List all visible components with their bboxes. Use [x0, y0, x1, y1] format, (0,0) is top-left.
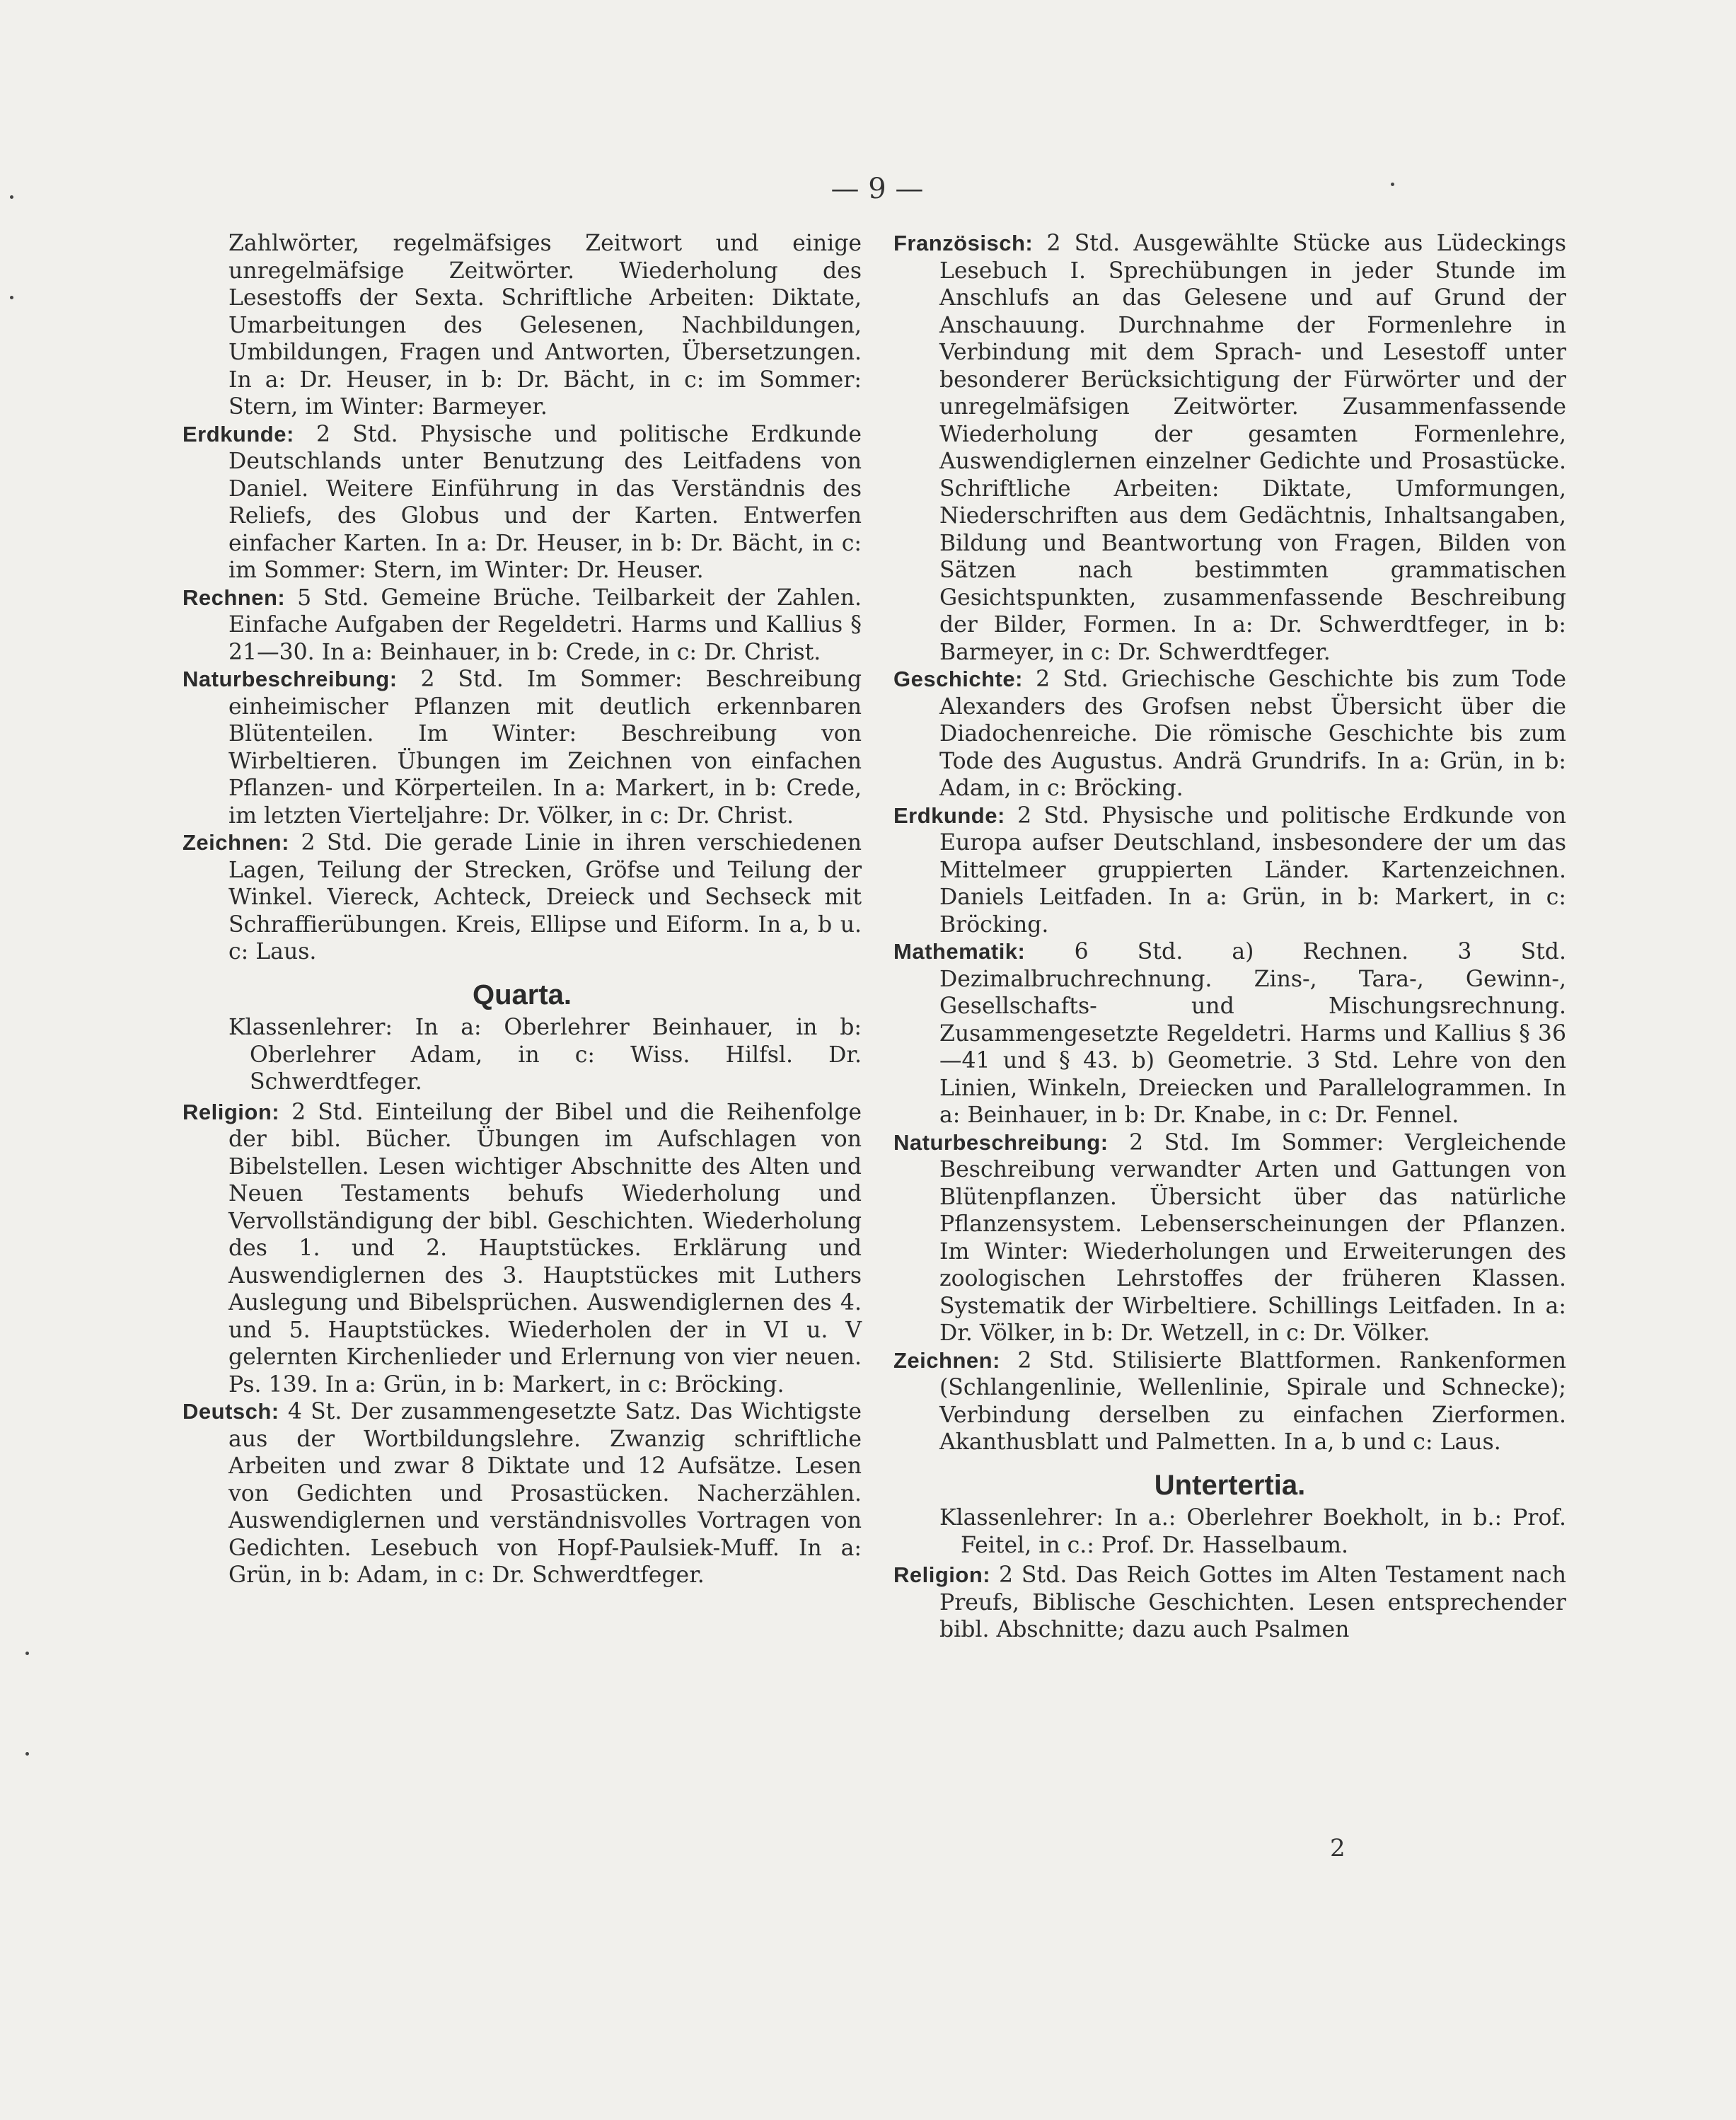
subject-label: Deutsch:	[183, 1399, 279, 1424]
subject-label: Erdkunde:	[183, 421, 294, 447]
entry-text: 5 Std. Gemeine Brüche. Teilbarkeit der Zahlen. Einfache Aufgaben der Regeldetri. Harms und Kallius § 21—30. In a: Beinhauer, in b: Crede, in c: Dr. Christ.	[228, 584, 862, 665]
entry-religion	[183, 1099, 862, 1399]
entry-mathematik	[893, 938, 1566, 1129]
section-title-untertertia: Untertertia.	[1154, 1469, 1306, 1501]
entry-zeichnen-r	[893, 1347, 1566, 1456]
page-number: — 9 —	[831, 173, 924, 205]
margin-dot	[10, 195, 13, 199]
entry-text: 2 Std. Einteilung der Bibel und die Reihenfolge der bibl. Bücher. Übungen im Aufschlagen von Bibelstellen. Lesen wichtiger Abschnitte des Alten und Neuen Testaments behufs Wiederholung und Vervollständigung der bibl. Geschichten. Wiederholung des 1. und 2. Hauptstückes. Erklärung und Auswendiglernen des 3. Hauptstückes mit Luthers Auslegung und Bibelsprüchen. Auswendiglernen des 4. und 5. Hauptstückes. Wiederholen der in VI u. V gelernten Kirchenlieder und Erlernung von vier neuen. Ps. 139. In a: Grün, in b: Markert, in c: Bröcking.	[228, 1099, 862, 1398]
entry-erdkunde-r	[893, 802, 1566, 939]
subject-label: Mathematik:	[893, 939, 1026, 964]
entry-text: 2 Std. Stilisierte Blattformen. Rankenformen (Schlangenlinie, Wellenlinie, Spirale und Schnecke); Verbindung derselben zu einfachen Zierformen. Akanthusblatt und Palmetten. In a, b und c: Laus.	[939, 1347, 1567, 1455]
entry-text: 2 Std. Im Sommer: Vergleichende Beschreibung verwandter Arten und Gattungen von Blütenpflanzen. Übersicht über das natürliche Pflanzensystem. Lebenserscheinungen der Pflanzen. Im Winter: Wiederholungen und Erweiterungen des zoologischen Lehrstoffes der früheren Klassen. Systematik der Wirbeltiere. Schillings Leitfaden. In a: Dr. Völker, in b: Dr. Wetzell, in c: Dr. Völker.	[939, 1129, 1567, 1346]
entry-text: 4 St. Der zusammengesetzte Satz. Das Wichtigste aus der Wortbildungslehre. Zwanzig schriftliche Arbeiten und zwar 8 Diktate und 12 Aufsätze. Lesen von Gedichten und Prosastücken. Nacherzählen. Auswendiglernen und verständnisvolles Vortragen von Gedichten. Lesebuch von Hopf-Paulsiek-Muff. In a: Grün, in b: Adam, in c: Dr. Schwerdtfeger.	[228, 1399, 862, 1588]
subject-label: Zeichnen:	[893, 1347, 1000, 1373]
margin-dot	[25, 1752, 29, 1756]
entry-erdkunde	[183, 421, 862, 584]
intro-paragraph: Zahlwörter, regelmäfsiges Zeitwort und einige unregelmäfsige Zeitwörter. Wiederholung des Lesestoffs der Sexta. Schriftliche Arbeiten: Diktate, Umarbeitungen des Gelesenen, Nachbildungen, Umbildungen, Fragen und Antworten, Übersetzungen. In a: Dr. Heuser, in b: Dr. Bächt, in c: im Sommer: Stern, im Winter: Barmeyer.	[228, 231, 862, 420]
entry-rechnen	[183, 584, 862, 667]
subject-label: Zeichnen:	[183, 830, 289, 855]
subject-label: Geschichte:	[893, 667, 1023, 691]
entry-text: 2 Std. Die gerade Linie in ihren verschiedenen Lagen, Teilung der Strecken, Gröfse und Teilung der Winkel. Viereck, Achteck, Dreieck und Sechseck mit Schraffierübungen. Kreis, Ellipse und Eiform. In a, b u. c: Laus.	[228, 830, 862, 964]
entry-naturbeschreibung-r	[893, 1129, 1566, 1347]
entry-religion-r	[893, 1562, 1566, 1644]
entry-franzoesisch	[893, 230, 1566, 666]
entry-deutsch	[183, 1398, 862, 1589]
entry-text: 2 Std. Physische und politische Erdkunde Deutschlands unter Benutzung des Leitfadens von Daniel. Weitere Einführung in das Verständnis des Reliefs, des Globus und der Karten. Entwerfen einfacher Karten. In a: Dr. Heuser, in b: Dr. Bächt, in c: im Sommer: Stern, im Winter: Dr. Heuser.	[228, 421, 862, 583]
subject-label: Rechnen:	[183, 584, 286, 610]
entry-text: 6 Std. a) Rechnen. 3 Std. Dezimalbruchrechnung. Zins-, Tara-, Gewinn-, Gesellschafts- und Mischungsrechnung. Zusammengesetzte Regeldetri. Harms und Kallius § 36—41 und § 43. b) Geometrie. 3 Std. Lehre von den Linien, Winkeln, Dreiecken und Parallelogrammen. In a: Beinhauer, in b: Dr. Knabe, in c: Dr. Fennel.	[939, 939, 1566, 1128]
subject-label: Französisch:	[893, 231, 1034, 255]
subject-label: Naturbeschreibung:	[183, 667, 398, 691]
subject-label: Erdkunde:	[893, 802, 1005, 828]
subject-label: Religion:	[893, 1562, 991, 1587]
entry-text: 2 Std. Im Sommer: Beschreibung einheimischer Pflanzen mit deutlich erkennbaren Blütenteilen. Im Winter: Beschreibung von Wirbeltieren. Übungen im Zeichnen von einfachen Pflanzen- und Körperteilen. In a: Markert, in b: Crede, im letzten Vierteljahre: Dr. Völker, in c: Dr. Christ.	[228, 667, 862, 829]
entry-zeichnen	[183, 829, 862, 966]
entry-naturbeschreibung	[183, 666, 862, 829]
margin-dot	[1391, 183, 1394, 186]
signature-mark: 2	[1330, 1834, 1346, 1862]
margin-dot	[25, 1652, 29, 1655]
entry-text: 2 Std. Physische und politische Erdkunde von Europa aufser Deutschland, insbesondere der um das Mittelmeer gruppierten Länder. Kartenzeichnen. Daniels Leitfaden. In a: Grün, in b: Markert, in c: Bröcking.	[939, 802, 1566, 938]
entry-text: 2 Std. Das Reich Gottes im Alten Testament nach Preufs, Biblische Geschichten. Lesen entsprechender bibl. Abschnitte; dazu auch Psalmen	[939, 1562, 1566, 1642]
entry-geschichte	[893, 666, 1566, 802]
entry-text: 2 Std. Ausgewählte Stücke aus Lüdeckings Lesebuch I. Sprechübungen in jeder Stunde im Anschlufs an das Gelesene und auf Grund der Anschauung. Durchnahme der Formenlehre in Verbindung mit dem Sprach- und Lesestoff unter besonderer Berücksichtigung der Fürwörter und der unregelmäfsigen Zeitwörter. Zusammenfassende Wiederholung der gesamten Formenlehre, Auswendiglernen einzelner Gedichte und Prosastücke. Schriftliche Arbeiten: Diktate, Umformungen, Niederschriften aus dem Gedächtnis, Inhaltsangaben, Bildung und Beantwortung von Fragen, Bilden von Sätzen nach bestimmten grammatischen Gesichtspunkten, zusammenfassende Beschreibung der Bilder, Formen. In a: Dr. Schwerdtfeger, in b: Barmeyer, in c: Dr. Schwerdtfeger.	[939, 231, 1567, 665]
entry-text: 2 Std. Griechische Geschichte bis zum Tode Alexanders des Grofsen nebst Übersicht über die Diadochenreiche. Die römische Geschichte bis zum Tode des Augustus. Andrä Grundrifs. In a: Grün, in b: Adam, in c: Bröcking.	[939, 667, 1567, 801]
subject-label: Naturbeschreibung:	[893, 1129, 1109, 1155]
subject-label: Religion:	[183, 1099, 280, 1124]
klassenlehrer-quarta: Klassenlehrer: In a: Oberlehrer Beinhauer, in b: Oberlehrer Adam, in c: Wiss. Hilfsl. Dr. Schwerdtfeger.	[228, 1015, 862, 1095]
margin-dot	[10, 296, 13, 299]
section-title-quarta: Quarta.	[472, 979, 572, 1010]
left-column	[183, 230, 862, 1589]
right-column	[893, 230, 1566, 1644]
klassenlehrer-untertertia: Klassenlehrer: In a.: Oberlehrer Boekholt, in b.: Prof. Feitel, in c.: Prof. Dr. Hasselbaum.	[939, 1505, 1566, 1558]
